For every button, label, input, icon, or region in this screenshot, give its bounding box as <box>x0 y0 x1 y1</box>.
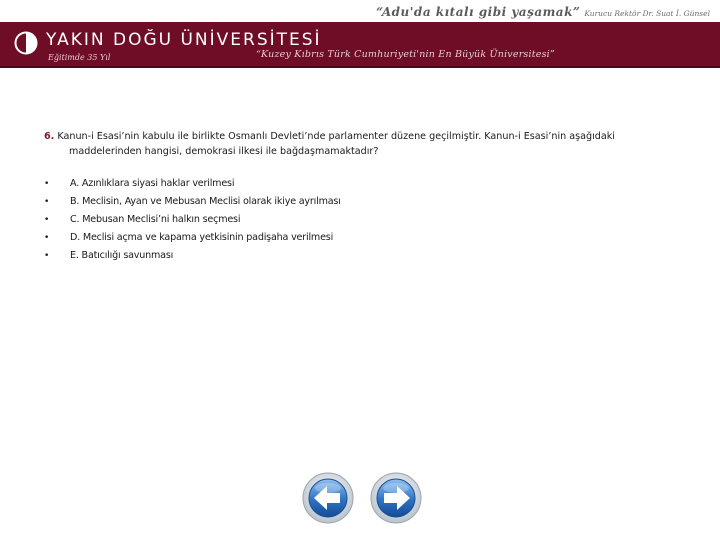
option-e[interactable] <box>44 250 341 268</box>
option-text: D. Meclisi açma ve kapama yetkisinin padişaha verilmesi <box>70 232 334 243</box>
next-button[interactable] <box>370 472 422 524</box>
question-block <box>44 129 674 159</box>
anniversary-text: Eğitimde 35 Yıl <box>48 53 111 62</box>
university-tagline: “Kuzey Kıbrıs Türk Cumhuriyeti'nin En Büyük Üniversitesi” <box>256 49 555 60</box>
top-strip <box>0 0 720 22</box>
option-text: E. Batıcılığı savunması <box>70 250 174 261</box>
arrow-left-icon <box>302 472 354 524</box>
option-a[interactable] <box>44 178 341 196</box>
option-b[interactable] <box>44 196 341 214</box>
university-logo-icon <box>14 31 38 55</box>
motto <box>376 1 710 20</box>
bullet-icon: • <box>44 197 50 207</box>
bullet-icon: • <box>44 215 50 225</box>
question-text-line1: Kanun-i Esasi’nin kabulu ile birlikte Osmanlı Devleti’nde parlamenter düzene geçilmiştir. Kanun-i Esasi’nin aşağıdaki <box>57 131 615 142</box>
previous-button[interactable] <box>302 472 354 524</box>
motto-text: “Adu'da kıtalı gibi yaşamak” <box>376 5 581 19</box>
option-text: A. Azınlıklara siyasi haklar verilmesi <box>70 178 235 189</box>
header-banner <box>0 22 720 68</box>
question-text-line2: maddelerinden hangisi, demokrasi ilkesi ile bağdaşmamaktadır? <box>69 146 379 157</box>
motto-credit: Kurucu Rektör Dr. Suat İ. Günsel <box>584 9 710 18</box>
option-text: B. Meclisin, Ayan ve Mebusan Meclisi olarak ikiye ayrılması <box>70 196 341 207</box>
option-text: C. Mebusan Meclisi’ni halkın seçmesi <box>70 214 241 225</box>
question-number: 6. <box>44 131 55 142</box>
option-c[interactable] <box>44 214 341 232</box>
bullet-icon: • <box>44 233 50 243</box>
university-name: YAKIN DOĞU ÜNİVERSİTESİ <box>46 30 322 50</box>
bullet-icon: • <box>44 251 50 261</box>
option-d[interactable] <box>44 232 341 250</box>
arrow-right-icon <box>370 472 422 524</box>
bullet-icon: • <box>44 179 50 189</box>
answer-options-list <box>44 178 341 268</box>
